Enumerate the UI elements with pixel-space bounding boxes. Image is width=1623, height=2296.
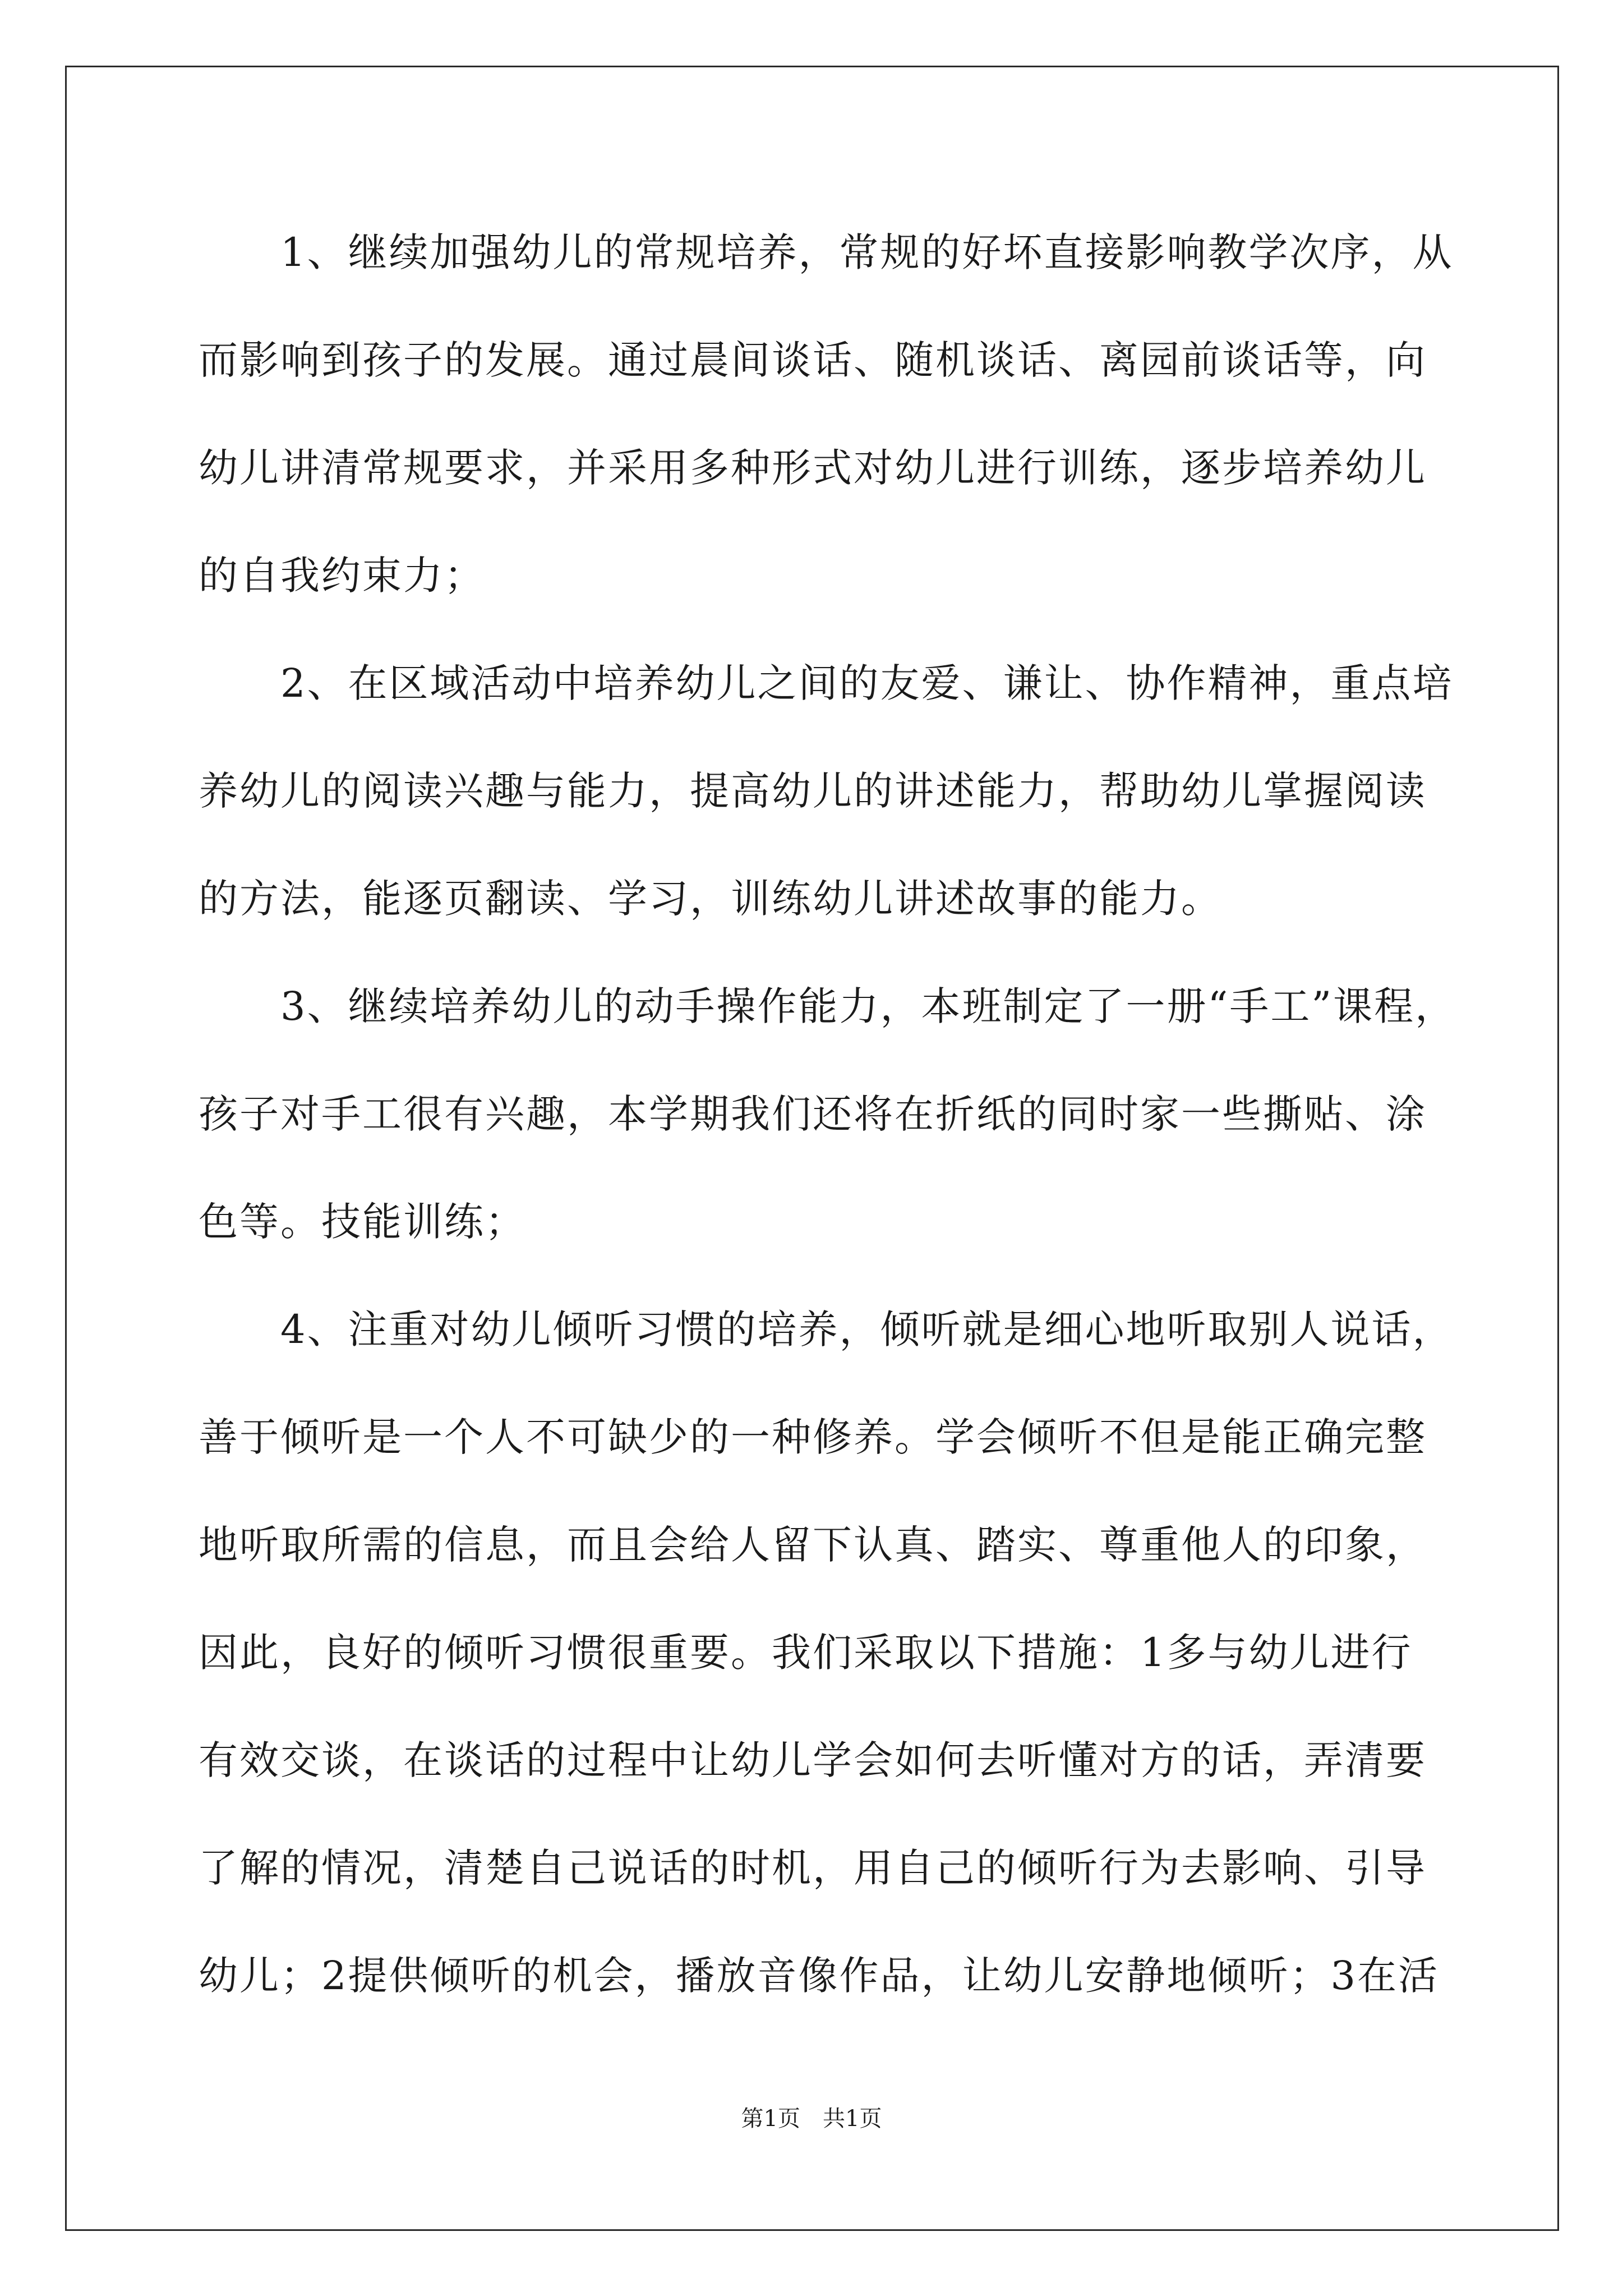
text-line: 善于倾听是一个人不可缺少的一种修养。学会倾听不但是能正确完整	[199, 1414, 1427, 1460]
text-line: 4、注重对幼儿倾听习惯的培养，倾听就是细心地听取别人说话，	[199, 1306, 1454, 1352]
text-line: 地听取所需的信息，而且会给人留下认真、踏实、尊重他人的印象，	[199, 1522, 1427, 1568]
text-line: 了解的情况，清楚自己说话的时机，用自己的倾听行为去影响、引导	[199, 1845, 1427, 1891]
text-line: 因此，良好的倾听习惯很重要。我们采取以下措施：1多与幼儿进行	[199, 1630, 1413, 1676]
text-line: 的自我约束力；	[199, 553, 485, 599]
text-line: 的方法，能逐页翻读、学习，训练幼儿讲述故事的能力。	[199, 876, 1222, 922]
text-line: 2、在区域活动中培养幼儿之间的友爱、谦让、协作精神，重点培	[199, 660, 1454, 706]
page-border	[65, 66, 1559, 2231]
text-line: 幼儿讲清常规要求，并采用多种形式对幼儿进行训练，逐步培养幼儿	[199, 445, 1427, 491]
text-line: 3、继续培养幼儿的动手操作能力，本班制定了一册“手工”课程，	[199, 983, 1456, 1029]
text-line: 有效交谈，在谈话的过程中让幼儿学会如何去听懂对方的话，弄清要	[199, 1737, 1427, 1783]
text-line: 1、继续加强幼儿的常规培养，常规的好坏直接影响教学次序，从	[199, 229, 1454, 275]
text-line: 幼儿；2提供倾听的机会，播放音像作品，让幼儿安静地倾听；3在活	[199, 1953, 1440, 1999]
text-line: 而影响到孩子的发展。通过晨间谈话、随机谈话、离园前谈话等，向	[199, 337, 1427, 383]
page-footer: 第1页 共1页	[741, 2106, 882, 2132]
text-line: 孩子对手工很有兴趣，本学期我们还将在折纸的同时家一些撕贴、涂	[199, 1091, 1427, 1137]
text-line: 养幼儿的阅读兴趣与能力，提高幼儿的讲述能力，帮助幼儿掌握阅读	[199, 768, 1427, 814]
text-line: 色等。技能训练；	[199, 1199, 526, 1245]
